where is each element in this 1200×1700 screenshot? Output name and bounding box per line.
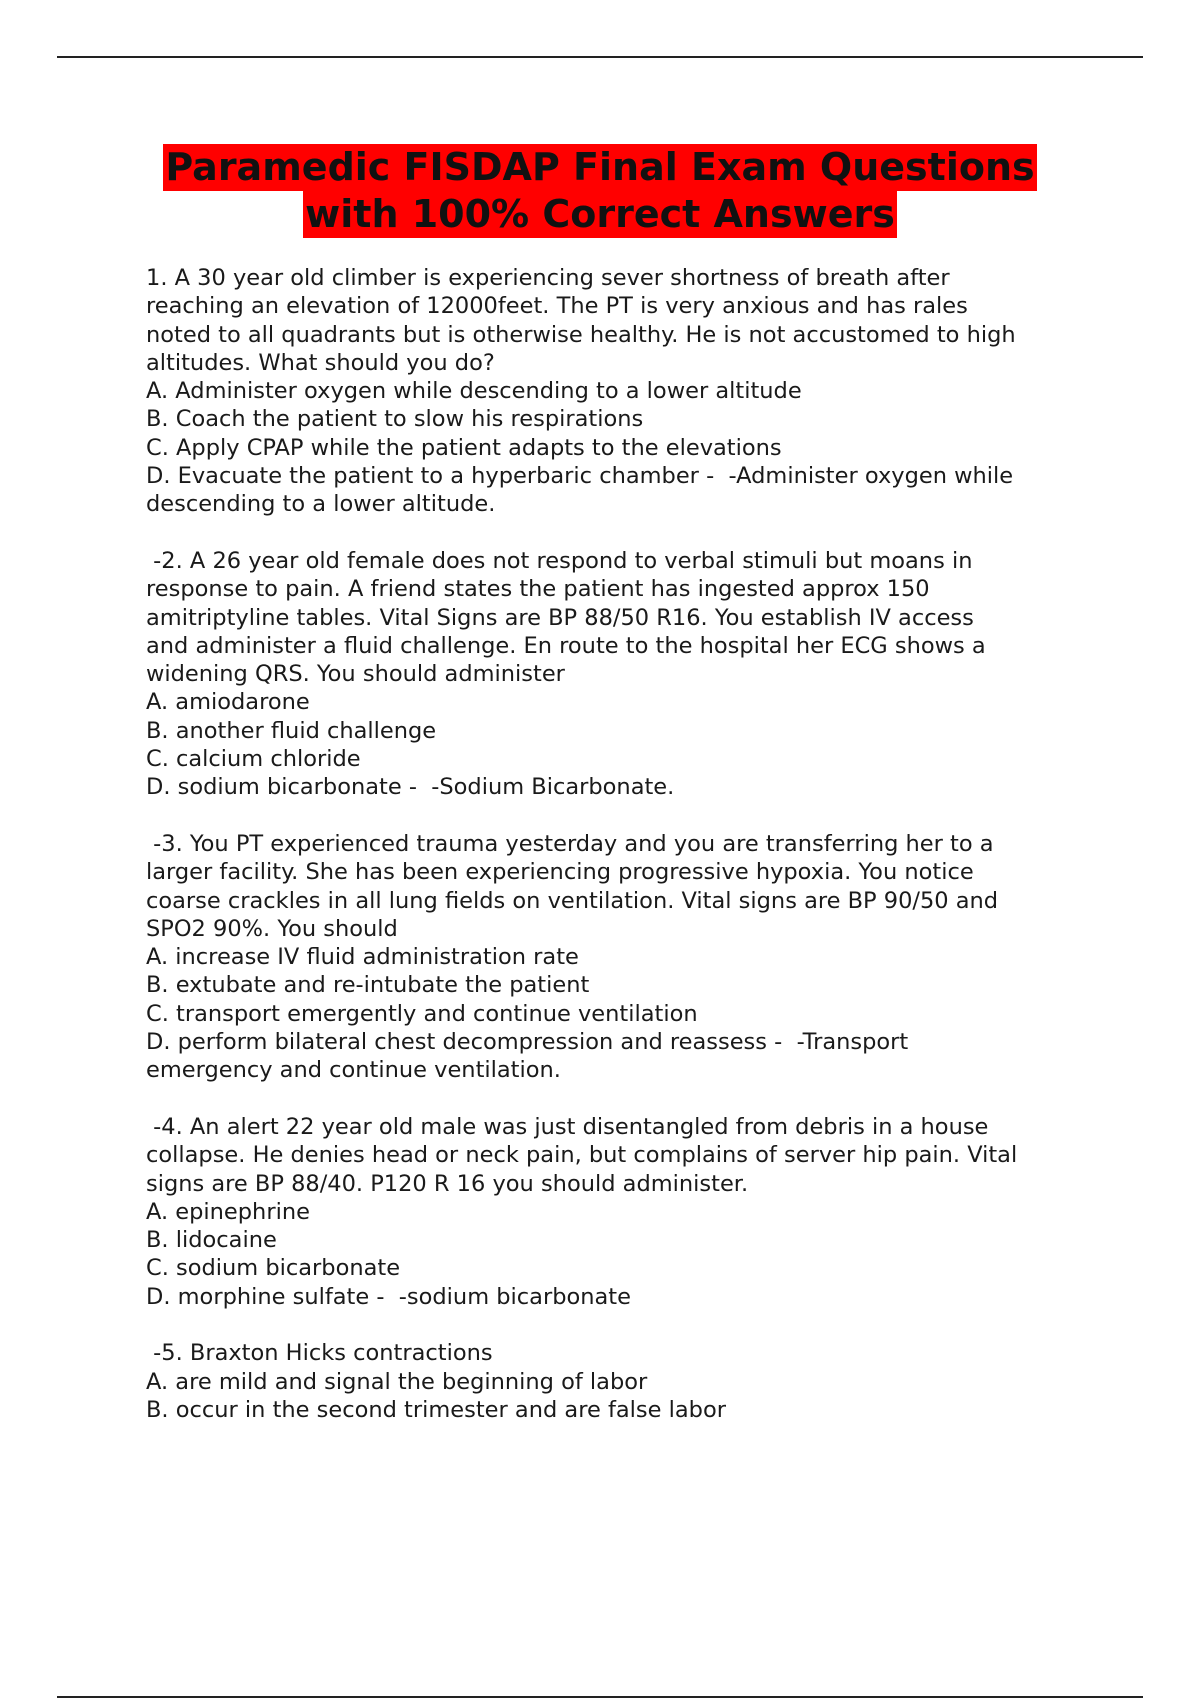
header-rule: [57, 56, 1143, 58]
answer-option: D. Evacuate the patient to a hyperbaric chamber - -Administer oxygen while: [146, 463, 1014, 490]
answer-option: A. amiodarone: [146, 689, 310, 716]
question-line: response to pain. A friend states the patient has ingested approx 150: [146, 576, 930, 603]
answer-option: C. transport emergently and continue ventilation: [146, 1000, 698, 1027]
answer-option: B. extubate and re-intubate the patient: [146, 972, 590, 999]
question-line: altitudes. What should you do?: [146, 349, 495, 376]
question-line: signs are BP 88/40. P120 R 16 you should administer.: [146, 1170, 749, 1197]
answer-option: B. another fluid challenge: [146, 717, 437, 744]
question-line: coarse crackles in all lung fields on ventilation. Vital signs are BP 90/50 and: [146, 887, 999, 914]
question-line: widening QRS. You should administer: [146, 661, 565, 688]
title-line: with 100% Correct Answers: [305, 192, 895, 236]
question-1: [146, 264, 1086, 519]
answer-option: A. increase IV fluid administration rate: [146, 944, 579, 971]
question-line: noted to all quadrants but is otherwise healthy. He is not accustomed to high: [146, 321, 1016, 348]
answer-option: A. epinephrine: [146, 1198, 310, 1225]
answer-option: B. Coach the patient to slow his respirations: [146, 406, 644, 433]
footer-rule: [57, 1696, 1143, 1698]
document-body: [146, 264, 1086, 1452]
question-line: amitriptyline tables. Vital Signs are BP 88/50 R16. You establish IV access: [146, 604, 974, 631]
question-line: collapse. He denies head or neck pain, but complains of server hip pain. Vital: [146, 1142, 1018, 1169]
correct-answer: descending to a lower altitude.: [146, 491, 496, 518]
question-3: [146, 830, 1086, 1085]
question-4: [146, 1113, 1086, 1311]
answer-option: A. are mild and signal the beginning of labor: [146, 1368, 648, 1395]
question-line: larger facility. She has been experiencing progressive hypoxia. You notice: [146, 859, 974, 886]
answer-option: C. Apply CPAP while the patient adapts to the elevations: [146, 434, 782, 461]
answer-option: D. morphine sulfate - -sodium bicarbonate: [146, 1283, 631, 1310]
answer-option: C. sodium bicarbonate: [146, 1255, 401, 1282]
question-line: -3. You PT experienced trauma yesterday and you are transferring her to a: [146, 830, 994, 857]
answer-option: D. perform bilateral chest decompression and reassess - -Transport: [146, 1029, 909, 1056]
title-line: Paramedic FISDAP Final Exam Questions: [165, 145, 1035, 189]
question-5: [146, 1339, 1086, 1424]
correct-answer: emergency and continue ventilation.: [146, 1057, 561, 1084]
question-2: [146, 547, 1086, 802]
answer-option: A. Administer oxygen while descending to a lower altitude: [146, 378, 802, 405]
document-title: [0, 144, 1200, 238]
answer-option: B. lidocaine: [146, 1227, 277, 1254]
question-line: -4. An alert 22 year old male was just disentangled from debris in a house: [146, 1113, 989, 1140]
question-line: and administer a fluid challenge. En route to the hospital her ECG shows a: [146, 632, 986, 659]
answer-option: B. occur in the second trimester and are false labor: [146, 1396, 726, 1423]
question-line: SPO2 90%. You should: [146, 915, 398, 942]
question-line: -5. Braxton Hicks contractions: [146, 1340, 493, 1367]
answer-option: D. sodium bicarbonate - -Sodium Bicarbonate.: [146, 774, 675, 801]
question-line: -2. A 26 year old female does not respond to verbal stimuli but moans in: [146, 547, 973, 574]
question-line: 1. A 30 year old climber is experiencing sever shortness of breath after: [146, 265, 950, 291]
question-line: reaching an elevation of 12000feet. The PT is very anxious and has rales: [146, 293, 968, 320]
answer-option: C. calcium chloride: [146, 746, 361, 773]
